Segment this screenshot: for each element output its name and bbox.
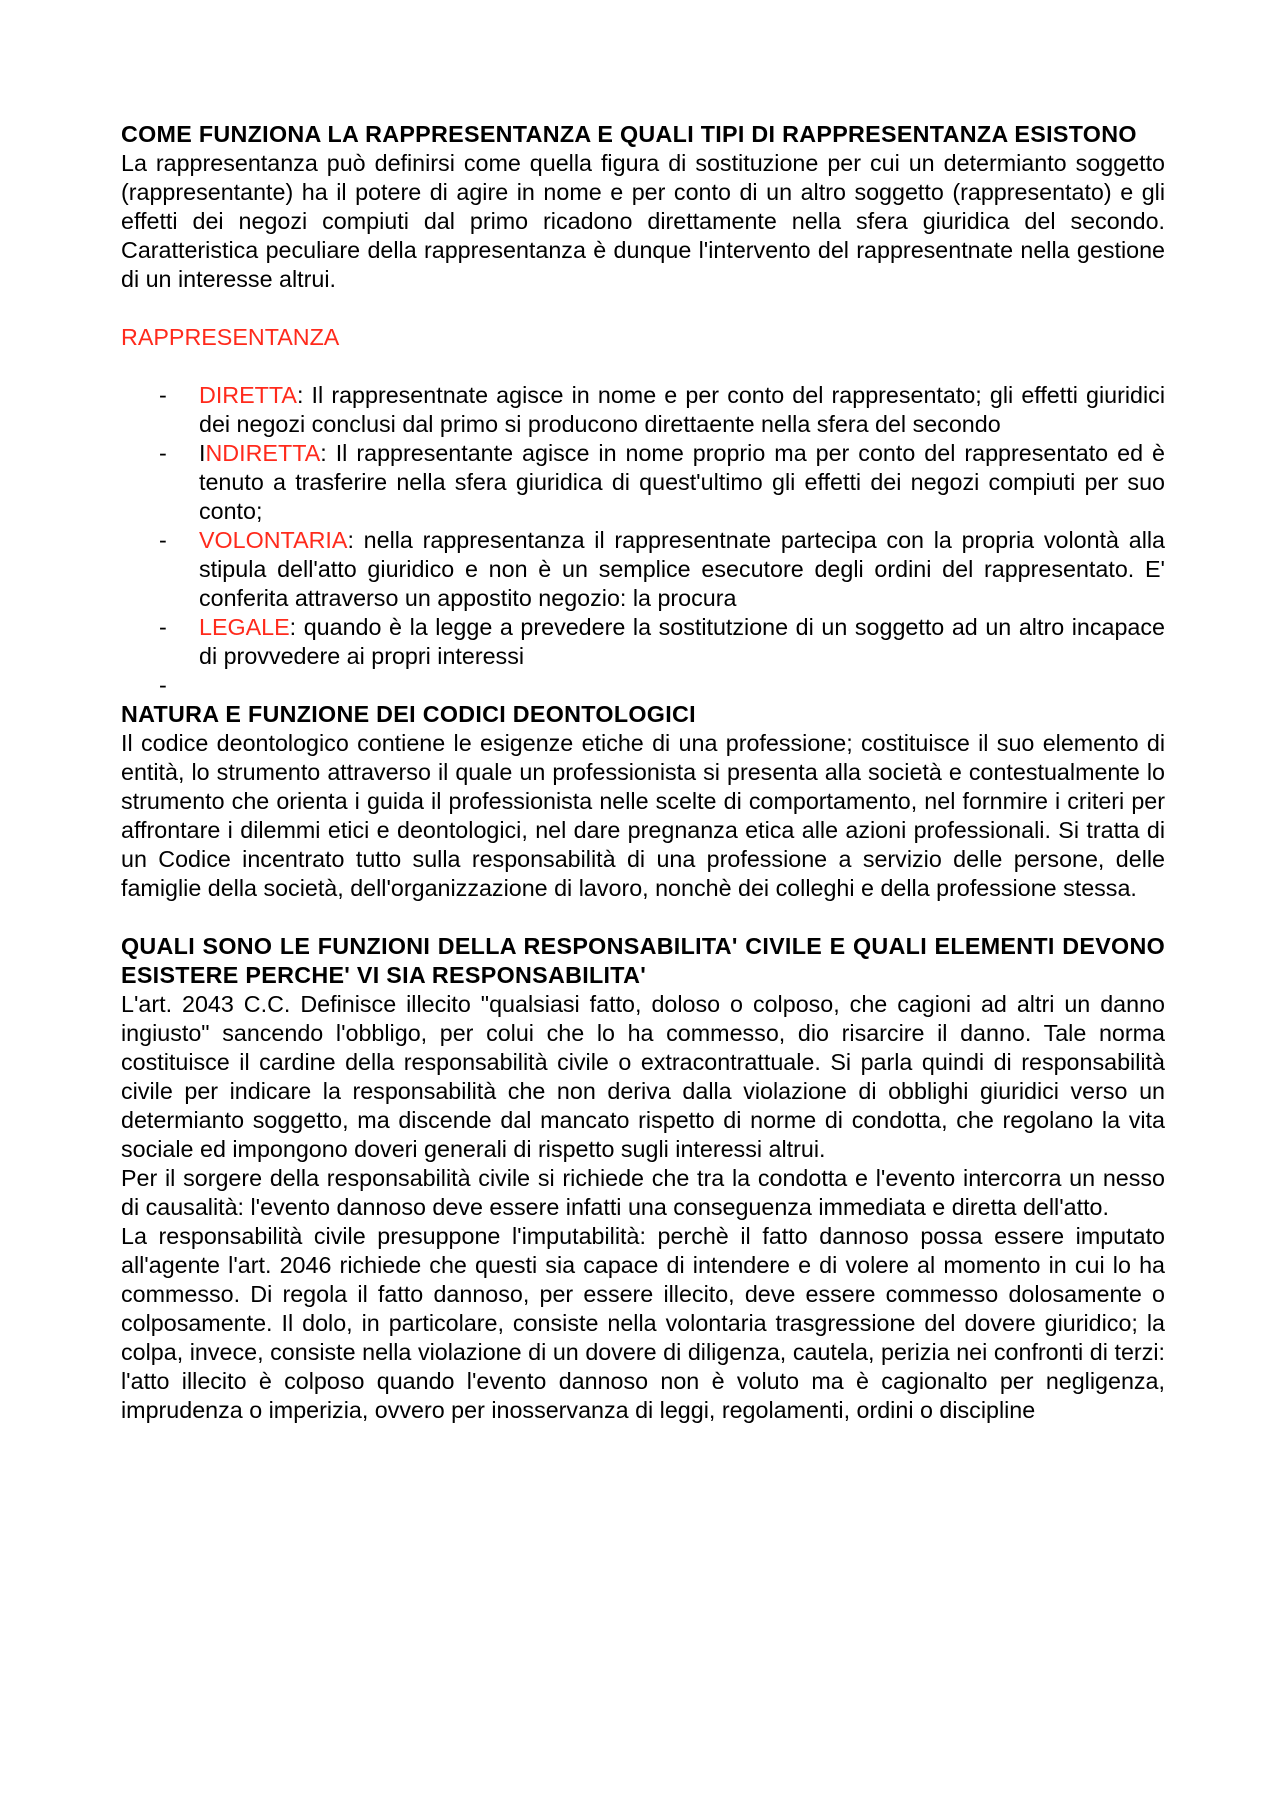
definition-indiretta: : Il rappresentante agisce in nome proprio ma per conto del rappresentato ed è tenuto a trasferire nella sfera giuridica di quest'ultimo gli effetti dei negozi compiuti per suo conto; bbox=[199, 440, 1165, 524]
paragraph-nesso-causalita: Per il sorgere della responsabilità civile si richiede che tra la condotta e l'evento intercorra un nesso di causalità: l'evento dannoso deve essere infatti una conseguenza immediata e diretta dell'atto. bbox=[121, 1165, 1165, 1220]
term-volontaria: VOLONTARIA bbox=[199, 527, 348, 553]
term-diretta: DIRETTA bbox=[199, 382, 297, 408]
list-item-legale bbox=[121, 613, 1165, 671]
rappresentanza-types-list bbox=[121, 381, 1165, 700]
list-item-empty bbox=[121, 671, 1165, 700]
term-indiretta: NDIRETTA bbox=[205, 440, 321, 466]
paragraph-codici-deontologici: Il codice deontologico contiene le esigenze etiche di una professione; costituisce il suo elemento di entità, lo strumento attraverso il quale un professionista si presenta alla società e contestualmente lo strumento che orienta i guida il professionista nelle scelte di comportamento, nel fornmire i criteri per affrontare i dilemmi etici e deontologici, nel dare pregnanza etica alle azioni professionali. Si tratta di un Codice incentrato tutto sulla responsabilità di una professione a servizio delle persone, delle famiglie della società, dell'organizzazione di lavoro, nonchè dei colleghi e della professione stessa. bbox=[121, 730, 1165, 901]
list-bullet: - bbox=[159, 382, 167, 408]
list-item-indiretta bbox=[121, 439, 1165, 526]
definition-diretta: : Il rappresentnate agisce in nome e per conto del rappresentato; gli effetti giuridici dei negozi conclusi dal primo si producono direttaente nella sfera del secondo bbox=[199, 382, 1165, 437]
definition-legale: : quando è la legge a prevedere la sostitutzione di un soggetto ad un altro incapace di provvedere ai propri interessi bbox=[199, 614, 1165, 669]
list-bullet: - bbox=[159, 672, 167, 698]
document-page bbox=[121, 120, 1165, 1425]
section-heading-responsabilita-civile: QUALI SONO LE FUNZIONI DELLA RESPONSABILITA' CIVILE E QUALI ELEMENTI DEVONO ESISTERE PERCHE' VI SIA RESPONSABILITA' bbox=[121, 933, 1165, 988]
paragraph-art-2043: L'art. 2043 C.C. Definisce illecito "qualsiasi fatto, doloso o colposo, che cagioni ad altri un danno ingiusto" sancendo l'obbligo, per colui che lo ha commesso, dio risarcire il danno. Tale norma costituisce il cardine della responsabilità civile o extracontrattuale. Si parla quindi di responsabilità civile per indicare la responsabilità che non deriva dalla violazione di obblighi giuridici verso un determianto soggetto, ma discende dal mancato rispetto di norme di condotta, che regolano la vita sociale ed impongono doveri generali di rispetto sugli interessi altrui. bbox=[121, 991, 1165, 1162]
list-bullet: - bbox=[159, 614, 167, 640]
list-item-volontaria bbox=[121, 526, 1165, 613]
list-bullet: - bbox=[159, 440, 167, 466]
definition-volontaria: : nella rappresentanza il rappresentnate partecipa con la propria volontà alla stipula dell'atto giuridico e non è un semplice esecutore degli ordini del rappresentato. E' conferita attraverso un appostito negozio: la procura bbox=[199, 527, 1165, 611]
subheading-rappresentanza: RAPPRESENTANZA bbox=[121, 324, 340, 350]
term-indiretta-prefix: I bbox=[199, 440, 206, 466]
section-heading-rappresentanza-types: COME FUNZIONA LA RAPPRESENTANZA E QUALI TIPI DI RAPPRESENTANZA ESISTONO bbox=[121, 121, 1137, 147]
section-heading-codici-deontologici: NATURA E FUNZIONE DEI CODICI DEONTOLOGICI bbox=[121, 701, 696, 727]
paragraph-imputabilita: La responsabilità civile presuppone l'imputabilità: perchè il fatto dannoso possa essere imputato all'agente l'art. 2046 richiede che questi sia capace di intendere e di volere al momento in cui lo ha commesso. Di regola il fatto dannoso, per essere illecito, deve essere commesso dolosamente o colposamente. Il dolo, in particolare, consiste nella volontaria trasgressione del dovere giuridico; la colpa, invece, consiste nella violazione di un dovere di diligenza, cautela, perizia nei confronti di terzi: l'atto illecito è colposo quando l'evento dannoso non è voluto ma è cagionalto per negligenza, imprudenza o imperizia, ovvero per inosservanza di leggi, regolamenti, ordini o discipline bbox=[121, 1223, 1165, 1423]
list-item-diretta bbox=[121, 381, 1165, 439]
term-legale: LEGALE bbox=[199, 614, 290, 640]
paragraph-rappresentanza-definition: La rappresentanza può definirsi come quella figura di sostituzione per cui un determianto soggetto (rappresentante) ha il potere di agire in nome e per conto di un altro soggetto (rappresentato) e gli effetti dei negozi compiuti dal primo ricadono direttamente nella sfera giuridica del secondo. Caratteristica peculiare della rappresentanza è dunque l'intervento del rappresentnate nella gestione di un interesse altrui. bbox=[121, 150, 1165, 292]
list-bullet: - bbox=[159, 527, 167, 553]
